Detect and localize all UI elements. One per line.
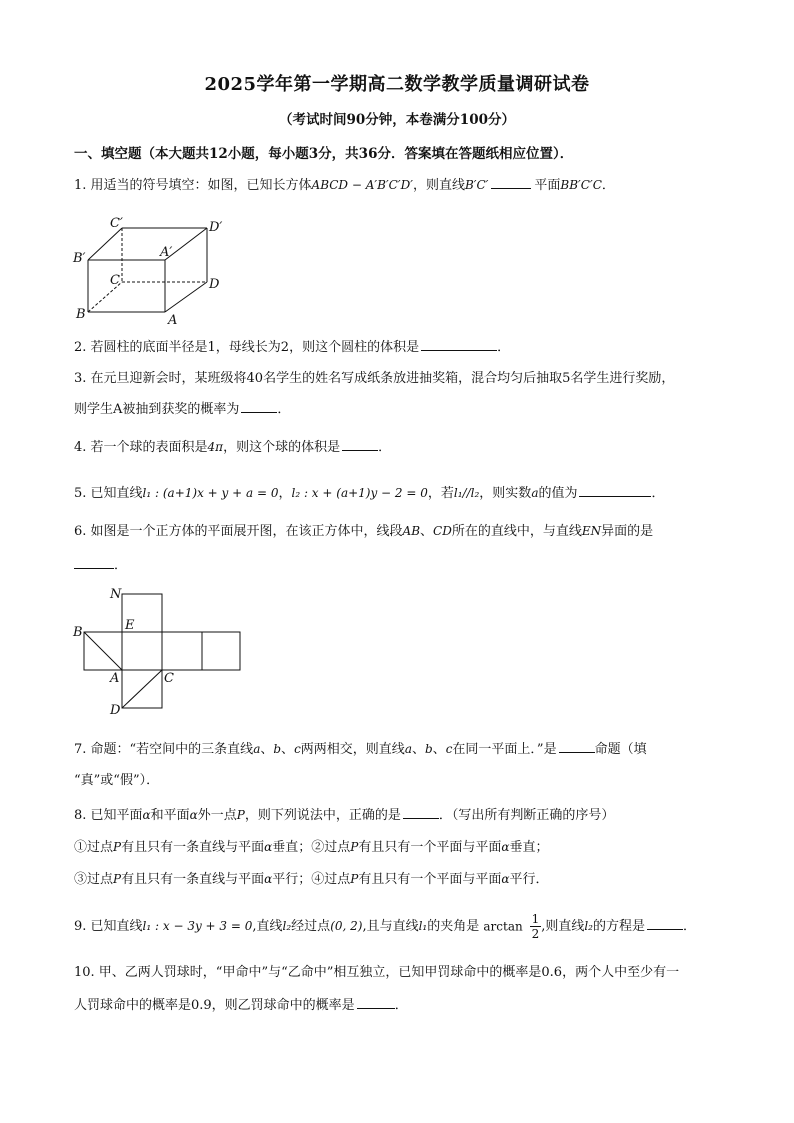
question-10-line-1: 10. 甲、乙两人罚球时，“甲命中”与“乙命中”相互独立，已知甲罚球命中的概率是0.6，两个人中至少有一 [74,965,680,980]
label-c: C [110,273,120,288]
question-8: 8. 已知平面α和平面α外一点P，则下列说法中，正确的是 ．（写出所有判断正确的序号） [74,808,615,823]
question-1: 1. 用适当的符号填空：如图，已知长方体ABCD − A′B′C′D′，则直线B′C′ 平面BB′C′C． [74,178,615,193]
answer-blank[interactable] [342,438,378,451]
label-e: E [125,618,135,633]
question-7: 7. 命题：“若空间中的三条直线a、b、c两两相交，则直线a、b、c在同一平面上．”是 命题（填 [74,742,647,757]
arctan-expression: arctan $\frac{1}{2}$ [483,912,540,941]
label-a-prime: A′ [160,245,173,260]
label-c: C [164,671,174,686]
question-7-line-2: “真”或“假”）． [74,773,160,788]
answer-blank[interactable] [403,806,439,819]
exam-title: 2025学年第一学期高二数学教学质量调研试卷 [204,74,590,95]
fraction: $\frac{1}{2}$ [531,912,540,941]
question-3-line-1: 3. 在元旦迎新会时，某班级将40名学生的姓名写成纸条放进抽奖箱，混合均匀后抽取5名学生进行奖励， [74,371,675,386]
label-n: N [110,587,122,602]
label-b-prime: B′ [73,251,86,266]
label-d-prime: D′ [209,220,223,235]
answer-blank[interactable] [357,996,395,1009]
exam-subtitle: （考试时间90分钟，本卷满分100分） [279,112,515,128]
question-8-options-1-2: ①过点P有且只有一条直线与平面α垂直；②过点P有且只有一个平面与平面α垂直； [74,840,549,855]
answer-blank[interactable] [647,917,683,930]
answer-blank[interactable] [421,338,497,351]
answer-blank[interactable] [74,556,114,569]
cuboid-figure [70,212,230,330]
question-8-options-3-4: ③过点P有且只有一条直线与平面α平行；④过点P有且只有一个平面与平面α平行． [74,872,549,887]
answer-blank[interactable] [241,400,277,413]
cube-net-figure [70,584,250,720]
question-4: 4. 若一个球的表面积是4π，则这个球的体积是 ． [74,440,392,455]
question-10-line-2: 人罚球命中的概率是0.9，则乙罚球命中的概率是 ． [74,998,408,1013]
label-b: B [76,307,86,322]
question-6: 6. 如图是一个正方体的平面展开图，在该正方体中，线段AB、CD所在的直线中，与直线EN异面的是 [74,524,654,539]
section-heading-fill-in: 一、填空题（本大题共12小题，每小题3分，共36分．答案填在答题纸相应位置）． [74,146,574,162]
question-2: 2. 若圆柱的底面半径是1，母线长为2，则这个圆柱的体积是 ． [74,340,511,355]
label-d: D [110,703,121,718]
question-3-line-2: 则学生A被抽到获奖的概率为 ． [74,402,291,417]
question-5: 5. 已知直线l₁ : (a+1)x + y + a = 0，l₂ : x + (a+1)y − 2 = 0，若l₁//l₂，则实数a的值为 ． [74,486,665,501]
answer-blank[interactable] [579,484,651,497]
label-a: A [110,671,120,686]
question-9: 9. 已知直线l₁ : x − 3y + 3 = 0,直线l₂经过点(0, 2),且与直线l₁的夹角是 arctan $\frac{1}{2}$ ,则直线l₂的方程是 ． [74,912,697,941]
question-6-blank-line: ． [74,556,127,575]
answer-blank[interactable] [559,740,595,753]
label-d: D [209,277,220,292]
label-b: B [73,625,83,640]
answer-blank[interactable] [491,176,531,189]
label-a: A [168,313,178,328]
label-c-prime: C′ [110,216,123,231]
